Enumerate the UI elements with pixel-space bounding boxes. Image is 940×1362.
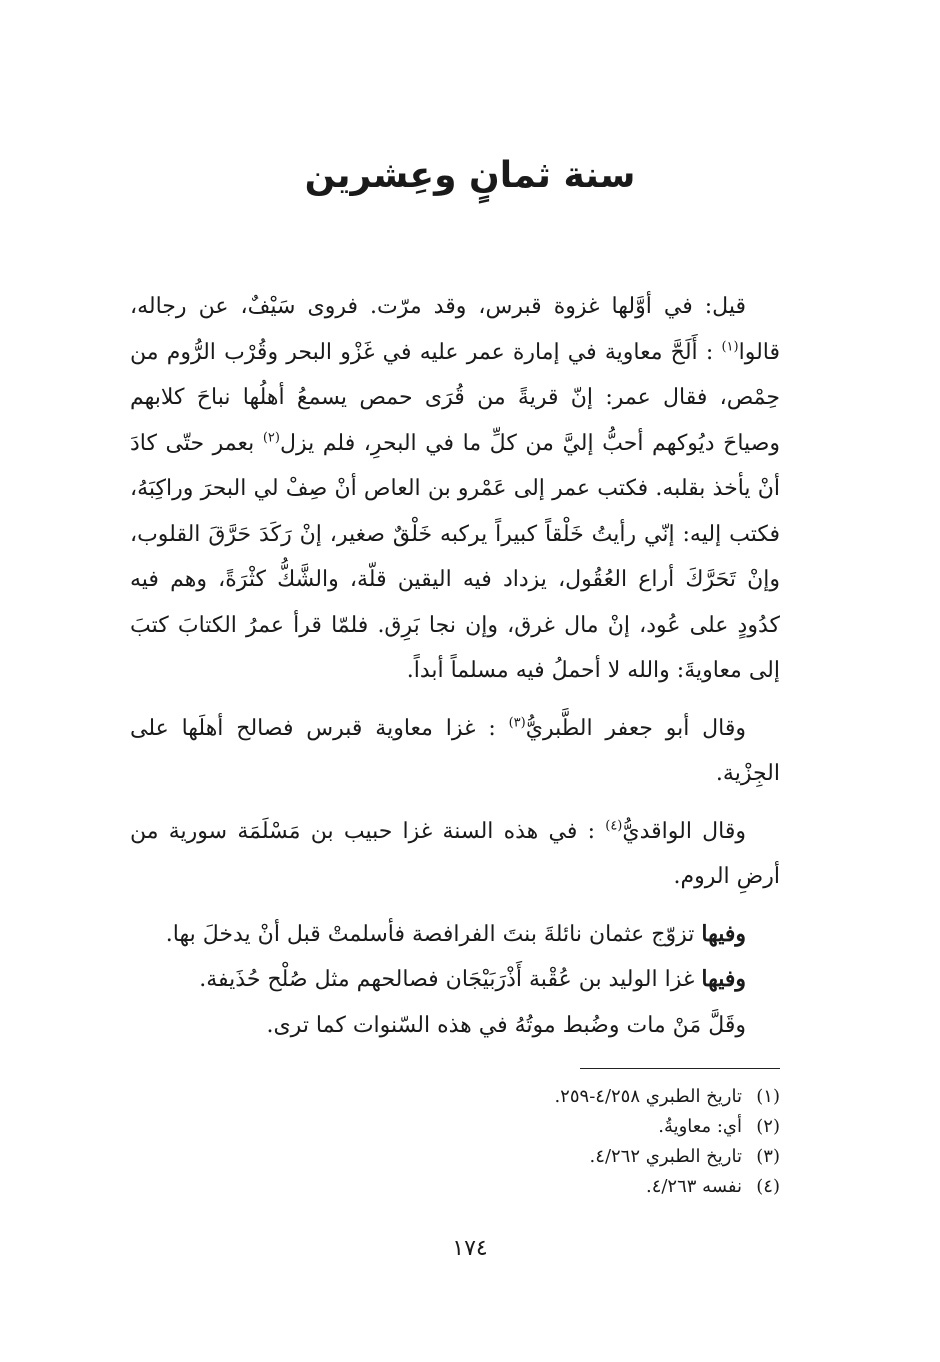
paragraph-6: وقَلَّ مَنْ مات وضُبط موتُهُ في هذه السّنوات كما ترى.: [266, 1012, 746, 1038]
footnote-separator: [580, 1068, 780, 1069]
footnote-3: (٣)تاريخ الطبري ٤/٢٦٢.: [589, 1146, 780, 1167]
paragraph-2: وقال أبو جعفر الطَّبريُّ$^{(٣)}$ : غزا معاوية قبرس فصالح أهلَها على الجِزْية.: [130, 715, 780, 786]
paragraph-3: وقال الواقديُّ$^{(٤)}$ : في هذه السنة غزا حبيب بن مَسْلَمَة سورية من أرضِ الروم.: [130, 818, 780, 889]
footnote-2: (٢)أي: معاويةُ.: [658, 1116, 780, 1137]
paragraph-5: وفيها غزا الوليد بن عُقْبة أَذْرَبَيْجَان فصالحهم مثل صُلْح حُذَيفة.: [199, 966, 746, 992]
footnote-ref-3[interactable]: (٣): [508, 715, 526, 731]
footnote-ref-2[interactable]: (٢): [262, 430, 280, 446]
page-number: ١٧٤: [452, 1236, 488, 1261]
footnote-4: (٤)نفسه ٤/٢٦٣.: [645, 1176, 780, 1197]
body-text: [130, 284, 780, 1060]
paragraph-marker: وفيها: [701, 966, 746, 992]
footnotes: [300, 1082, 780, 1202]
footnote-1: (١)تاريخ الطبري ٤/٢٥٨-٢٥٩.: [554, 1086, 780, 1107]
paragraph-marker: وفيها: [701, 920, 746, 947]
chapter-title: سنة ثمانٍ وعِشرين: [304, 155, 636, 196]
footnote-ref-1[interactable]: (١): [721, 339, 739, 355]
footnote-ref-4[interactable]: (٤): [605, 818, 623, 834]
paragraph-4: وفيها تزوّج عثمان نائلةَ بنتَ الفرافصة فأسلمتْ قبل أنْ يدخلَ بها.: [165, 920, 746, 947]
paragraph-1: قيل: في أوَّلها غزوة قبرس، وقد مرّت. فروى سَيْفٌ، عن رجاله، قالوا$^{(١)}$ : أَلَحَّ معاوية في إمارة عمر عليه في غَزْو البحر وقُرْب الرُّوم من حِمْص، فقال عمر: إنّ قريةً من قُرَى حمص يسمعُ أهلُها نباحَ كلابهم وصياحَ ديُوكهم أحبُّ إليَّ من كلِّ ما في البحرِ، فلم يزل$^{(٢)}$ بعمر حتّى كادَ أنْ يأخذ بقلبه. فكتب عمر إلى عَمْرو بن العاص أنْ صِفْ لي البحرَ وراكِبَهُ، فكتب إليه: إنّي رأيتُ خَلْقاً كبيراً يركبه خَلْقٌ صغير، إنْ رَكَدَ حَرَّقَ القلوب، وإنْ تَحَرَّكَ أراع العُقُول، يزداد فيه اليقين قلّة، والشَّكُّ كثْرَةً، وهم فيه كدُودٍ على عُود، إنْ مال غرق، وإن نجا بَرِق. فلمّا قرأ عمرُ الكتابَ كتبَ إلى معاويةَ: والله لا أحملُ فيه مسلماً أبداً.: [130, 294, 780, 683]
